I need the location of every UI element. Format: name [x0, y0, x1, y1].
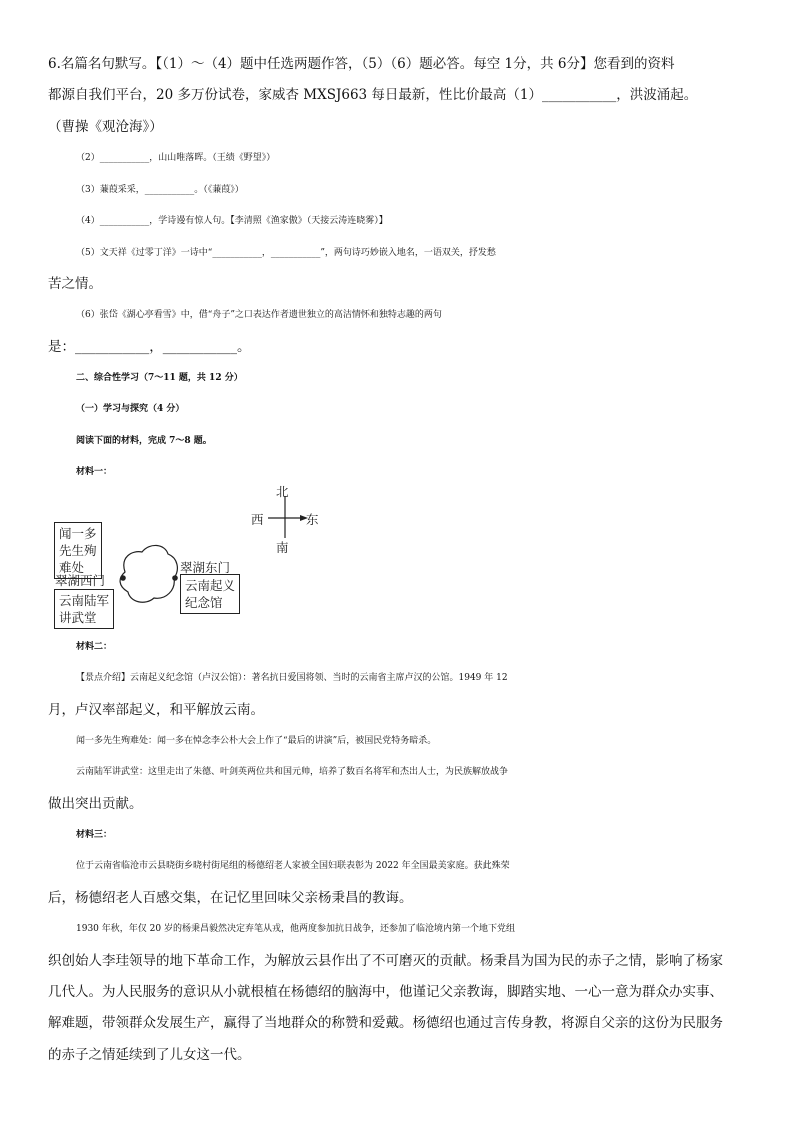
- q6-item2: （2）___________，山山唯落晖。（王绩《野望》）: [76, 153, 276, 163]
- q6-line1: 6.名篇名句默写。【（1）～（4）题中任选两题作答，（5）（6）题必答。每空 1分，共 6分】您看到的资料: [48, 56, 675, 72]
- material3-p2-line5: 的赤子之情延续到了儿女这一代。: [48, 1047, 251, 1063]
- section2-title: 二、综合性学习（7～11 题，共 12 分）: [76, 373, 243, 383]
- material3-p2-line1: 1930 年秋，年仅 20 岁的杨秉昌毅然决定弃笔从戎，他两度参加抗日战争，还参加了临沧境内第一个地下党组: [76, 924, 515, 934]
- material2-p1-line2: 月，卢汉率部起义，和平解放云南。: [48, 702, 264, 718]
- east-gate-dot: [172, 575, 178, 581]
- q6-item5-line2: 苦之情。: [48, 276, 102, 292]
- q6-line3: （曹操《观沧海》）: [48, 119, 163, 135]
- q6-item5-line1: （5）文天祥《过零丁洋》一诗中“___________，___________”，两句诗巧妙嵌入地名，一语双关，抒发愁: [76, 248, 496, 258]
- box-line: 先生殉: [59, 543, 97, 558]
- material2-p1-line1: 【景点介绍】云南起义纪念馆（卢汉公馆）：著名抗日爱国将领、当时的云南省主席卢汉的公馆。1949 年 12: [76, 673, 508, 683]
- compass-east: 东: [306, 512, 319, 527]
- material2-p3-line2: 做出突出贡献。: [48, 796, 143, 812]
- cuihu-lake-outline: [120, 545, 177, 602]
- material3-label: 材料三：: [76, 830, 113, 840]
- q6-item6-line1: （6）张岱《湖心亭看雪》中，借“舟子”之口表达作者遗世独立的高洁情怀和独特志趣的两句: [76, 310, 442, 320]
- q6-item6-line2: 是：___________，___________。: [48, 339, 251, 355]
- box-line: 云南陆军: [59, 593, 110, 608]
- west-gate-label: 翠湖西门: [55, 573, 106, 588]
- box-line: 闻一多: [59, 526, 97, 541]
- box-line: 云南起义: [185, 578, 236, 593]
- compass-west: 西: [251, 512, 264, 527]
- section2-instruction: 阅读下面的材料，完成 7～8 题。: [76, 436, 212, 446]
- box-line: 纪念馆: [185, 595, 223, 610]
- jiangwutang-box: [54, 589, 114, 629]
- q6-item3: （3）蒹葭采采，___________。（《蒹葭》）: [76, 185, 244, 195]
- material3-p2-line2: 织创始人李珪领导的地下革命工作，为解放云县作出了不可磨灭的贡献。杨秉昌为国为民的赤子之情，影响了杨家: [48, 953, 723, 969]
- material3-p1-line1: 位于云南省临沧市云县晓街乡晓村街尾组的杨德绍老人家被全国妇联表彰为 2022 年全国最美家庭。获此殊荣: [76, 861, 510, 871]
- box-line: 讲武堂: [59, 610, 97, 625]
- map-diagram: [50, 482, 330, 625]
- material2-p3-line1: 云南陆军讲武堂：这里走出了朱德、叶剑英两位共和国元帅，培养了数百名将军和杰出人士，为民族解放战争: [76, 767, 509, 777]
- material3-p2-line4: 解难题，带领群众发展生产，赢得了当地群众的称赞和爱戴。杨德绍也通过言传身教，将源自父亲的这份为民服务: [48, 1015, 723, 1031]
- material1-label: 材料一：: [76, 467, 113, 477]
- compass-south: 南: [276, 540, 289, 555]
- material3-p2-line3: 几代人。为人民服务的意识从小就根植在杨德绍的脑海中，他谨记父亲教诲，脚踏实地、一心一意为群众办实事、: [48, 984, 723, 1000]
- west-gate-dot: [120, 575, 126, 581]
- q6-item4: （4）___________，学诗谩有惊人句。【李清照《渔家傲》（天接云涛连晓雾）】: [76, 216, 388, 226]
- compass-north: 北: [276, 484, 289, 499]
- q6-line2: 都源自我们平台，20 多万份试卷，家威杏 MXSJ663 每日最新，性比价最高（1）___________，洪波涌起。: [48, 87, 698, 103]
- material2-label: 材料二：: [76, 642, 113, 652]
- material3-p1-line2: 后，杨德绍老人百感交集，在记忆里回味父亲杨秉昌的教诲。: [48, 890, 413, 906]
- box-line: 难处: [59, 560, 85, 575]
- qiyi-memorial-box: [180, 574, 240, 614]
- east-gate-label: 翠湖东门: [180, 560, 231, 575]
- material2-p2: 闻一多先生殉难处：闻一多在悼念李公朴大会上作了“最后的讲演”后，被国民党特务暗杀。: [76, 736, 437, 746]
- section2-subtitle: （一）学习与探究（4 分）: [76, 404, 185, 414]
